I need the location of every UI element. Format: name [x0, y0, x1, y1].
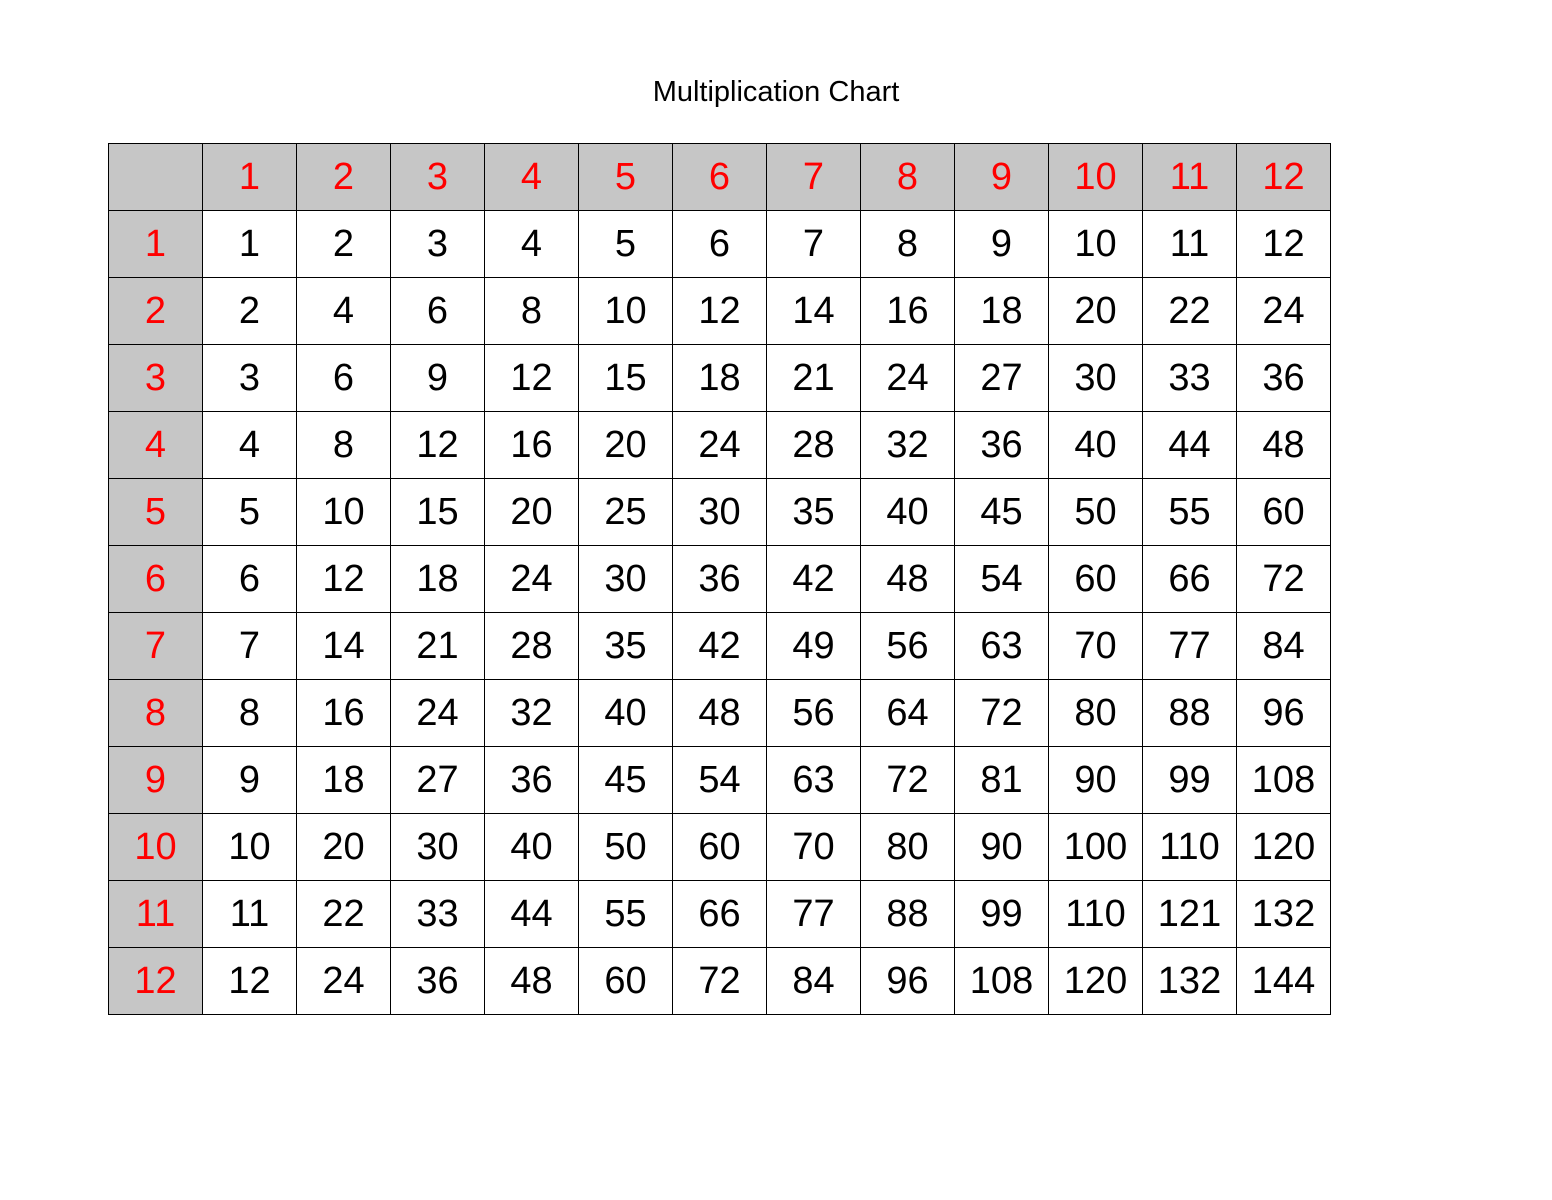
table-cell: 50 — [579, 814, 673, 881]
table-cell: 32 — [861, 412, 955, 479]
table-cell: 33 — [391, 881, 485, 948]
table-cell: 24 — [297, 948, 391, 1015]
table-cell: 50 — [1049, 479, 1143, 546]
table-cell: 56 — [767, 680, 861, 747]
table-cell: 14 — [767, 278, 861, 345]
table-cell: 36 — [673, 546, 767, 613]
table-cell: 12 — [297, 546, 391, 613]
table-cell: 36 — [955, 412, 1049, 479]
table-cell: 22 — [297, 881, 391, 948]
table-cell: 70 — [767, 814, 861, 881]
table-cell: 72 — [673, 948, 767, 1015]
table-cell: 16 — [297, 680, 391, 747]
table-cell: 120 — [1049, 948, 1143, 1015]
table-cell: 11 — [203, 881, 297, 948]
column-header: 2 — [297, 144, 391, 211]
table-row — [109, 479, 1331, 546]
table-cell: 27 — [391, 747, 485, 814]
table-cell: 30 — [391, 814, 485, 881]
table-cell: 12 — [203, 948, 297, 1015]
row-header: 12 — [109, 948, 203, 1015]
table-cell: 6 — [391, 278, 485, 345]
table-cell: 42 — [673, 613, 767, 680]
table-cell: 18 — [297, 747, 391, 814]
table-cell: 18 — [955, 278, 1049, 345]
column-header: 4 — [485, 144, 579, 211]
table-cell: 84 — [1237, 613, 1331, 680]
table-row — [109, 278, 1331, 345]
table-cell: 96 — [1237, 680, 1331, 747]
table-cell: 44 — [1143, 412, 1237, 479]
table-cell: 36 — [1237, 345, 1331, 412]
row-header: 5 — [109, 479, 203, 546]
table-cell: 55 — [1143, 479, 1237, 546]
row-header: 3 — [109, 345, 203, 412]
table-cell: 16 — [861, 278, 955, 345]
table-cell: 7 — [203, 613, 297, 680]
table-cell: 70 — [1049, 613, 1143, 680]
table-cell: 90 — [1049, 747, 1143, 814]
table-cell: 8 — [861, 211, 955, 278]
table-cell: 12 — [1237, 211, 1331, 278]
table-cell: 120 — [1237, 814, 1331, 881]
table-cell: 24 — [1237, 278, 1331, 345]
row-header: 11 — [109, 881, 203, 948]
table-cell: 60 — [1237, 479, 1331, 546]
table-cell: 20 — [1049, 278, 1143, 345]
table-cell: 40 — [861, 479, 955, 546]
table-row — [109, 412, 1331, 479]
table-cell: 40 — [485, 814, 579, 881]
table-cell: 108 — [1237, 747, 1331, 814]
table-cell: 132 — [1237, 881, 1331, 948]
table-cell: 9 — [203, 747, 297, 814]
table-row — [109, 814, 1331, 881]
column-header: 11 — [1143, 144, 1237, 211]
table-cell: 66 — [673, 881, 767, 948]
table-cell: 90 — [955, 814, 1049, 881]
table-row — [109, 680, 1331, 747]
table-cell: 9 — [391, 345, 485, 412]
table-cell: 25 — [579, 479, 673, 546]
table-cell: 24 — [391, 680, 485, 747]
page-title: Multiplication Chart — [652, 76, 900, 108]
table-row — [109, 948, 1331, 1015]
table-cell: 27 — [955, 345, 1049, 412]
table-cell: 10 — [579, 278, 673, 345]
column-header: 7 — [767, 144, 861, 211]
table-cell: 77 — [767, 881, 861, 948]
table-row — [109, 881, 1331, 948]
table-cell: 21 — [391, 613, 485, 680]
table-cell: 56 — [861, 613, 955, 680]
table-cell: 64 — [861, 680, 955, 747]
table-cell: 108 — [955, 948, 1049, 1015]
table-cell: 12 — [485, 345, 579, 412]
row-header: 10 — [109, 814, 203, 881]
table-row — [109, 345, 1331, 412]
row-header: 9 — [109, 747, 203, 814]
table-row — [109, 546, 1331, 613]
table-cell: 35 — [767, 479, 861, 546]
table-cell: 2 — [203, 278, 297, 345]
table-cell: 144 — [1237, 948, 1331, 1015]
table-cell: 110 — [1143, 814, 1237, 881]
table-cell: 18 — [673, 345, 767, 412]
table-cell: 4 — [297, 278, 391, 345]
table-cell: 132 — [1143, 948, 1237, 1015]
table-cell: 63 — [767, 747, 861, 814]
table-cell: 4 — [485, 211, 579, 278]
table-cell: 81 — [955, 747, 1049, 814]
table-cell: 55 — [579, 881, 673, 948]
table-cell: 12 — [391, 412, 485, 479]
table-cell: 42 — [767, 546, 861, 613]
table-cell: 22 — [1143, 278, 1237, 345]
table-cell: 20 — [485, 479, 579, 546]
table-cell: 32 — [485, 680, 579, 747]
table-cell: 60 — [579, 948, 673, 1015]
table-cell: 121 — [1143, 881, 1237, 948]
table-cell: 5 — [203, 479, 297, 546]
table-cell: 48 — [673, 680, 767, 747]
table-cell: 6 — [203, 546, 297, 613]
table-cell: 54 — [673, 747, 767, 814]
table-cell: 30 — [1049, 345, 1143, 412]
row-header: 2 — [109, 278, 203, 345]
table-cell: 24 — [673, 412, 767, 479]
row-header: 4 — [109, 412, 203, 479]
table-cell: 33 — [1143, 345, 1237, 412]
table-cell: 30 — [673, 479, 767, 546]
table-cell: 110 — [1049, 881, 1143, 948]
column-header: 3 — [391, 144, 485, 211]
row-header: 8 — [109, 680, 203, 747]
table-cell: 4 — [203, 412, 297, 479]
column-header: 8 — [861, 144, 955, 211]
table-cell: 20 — [297, 814, 391, 881]
table-cell: 1 — [203, 211, 297, 278]
table-cell: 48 — [1237, 412, 1331, 479]
column-header: 10 — [1049, 144, 1143, 211]
table-cell: 3 — [203, 345, 297, 412]
multiplication-table — [108, 143, 1331, 1015]
table-cell: 10 — [1049, 211, 1143, 278]
table-cell: 44 — [485, 881, 579, 948]
table-cell: 54 — [955, 546, 1049, 613]
table-cell: 20 — [579, 412, 673, 479]
table-cell: 14 — [297, 613, 391, 680]
table-cell: 3 — [391, 211, 485, 278]
table-row — [109, 613, 1331, 680]
table-cell: 72 — [1237, 546, 1331, 613]
row-header: 1 — [109, 211, 203, 278]
table-cell: 40 — [579, 680, 673, 747]
table-cell: 63 — [955, 613, 1049, 680]
table-cell: 15 — [391, 479, 485, 546]
table-cell: 11 — [1143, 211, 1237, 278]
table-cell: 80 — [861, 814, 955, 881]
table-cell: 28 — [485, 613, 579, 680]
column-header: 9 — [955, 144, 1049, 211]
row-header: 7 — [109, 613, 203, 680]
column-header: 6 — [673, 144, 767, 211]
table-cell: 7 — [767, 211, 861, 278]
table-cell: 15 — [579, 345, 673, 412]
table-cell: 77 — [1143, 613, 1237, 680]
table-cell: 36 — [485, 747, 579, 814]
table-cell: 88 — [861, 881, 955, 948]
table-cell: 48 — [861, 546, 955, 613]
table-cell: 10 — [203, 814, 297, 881]
table-row — [109, 747, 1331, 814]
table-cell: 99 — [955, 881, 1049, 948]
table-cell: 88 — [1143, 680, 1237, 747]
table-cell: 12 — [673, 278, 767, 345]
column-header-row — [109, 144, 1331, 211]
table-cell: 99 — [1143, 747, 1237, 814]
table-cell: 9 — [955, 211, 1049, 278]
table-cell: 30 — [579, 546, 673, 613]
table-cell: 40 — [1049, 412, 1143, 479]
table-cell: 36 — [391, 948, 485, 1015]
table-cell: 16 — [485, 412, 579, 479]
table-cell: 18 — [391, 546, 485, 613]
table-cell: 66 — [1143, 546, 1237, 613]
table-cell: 84 — [767, 948, 861, 1015]
table-cell: 49 — [767, 613, 861, 680]
table-cell: 10 — [297, 479, 391, 546]
multiplication-table-body — [109, 144, 1331, 1015]
table-cell: 45 — [579, 747, 673, 814]
table-cell: 6 — [673, 211, 767, 278]
table-cell: 2 — [297, 211, 391, 278]
row-header: 6 — [109, 546, 203, 613]
table-cell: 5 — [579, 211, 673, 278]
table-cell: 45 — [955, 479, 1049, 546]
table-cell: 72 — [955, 680, 1049, 747]
table-cell: 21 — [767, 345, 861, 412]
table-cell: 28 — [767, 412, 861, 479]
table-cell: 80 — [1049, 680, 1143, 747]
table-cell: 24 — [485, 546, 579, 613]
table-cell: 100 — [1049, 814, 1143, 881]
table-cell: 60 — [1049, 546, 1143, 613]
corner-cell — [109, 144, 203, 211]
column-header: 12 — [1237, 144, 1331, 211]
table-cell: 60 — [673, 814, 767, 881]
table-cell: 72 — [861, 747, 955, 814]
column-header: 1 — [203, 144, 297, 211]
table-cell: 96 — [861, 948, 955, 1015]
column-header: 5 — [579, 144, 673, 211]
table-cell: 8 — [297, 412, 391, 479]
table-cell: 8 — [203, 680, 297, 747]
table-cell: 35 — [579, 613, 673, 680]
table-cell: 48 — [485, 948, 579, 1015]
table-cell: 6 — [297, 345, 391, 412]
table-cell: 24 — [861, 345, 955, 412]
table-cell: 8 — [485, 278, 579, 345]
table-row — [109, 211, 1331, 278]
